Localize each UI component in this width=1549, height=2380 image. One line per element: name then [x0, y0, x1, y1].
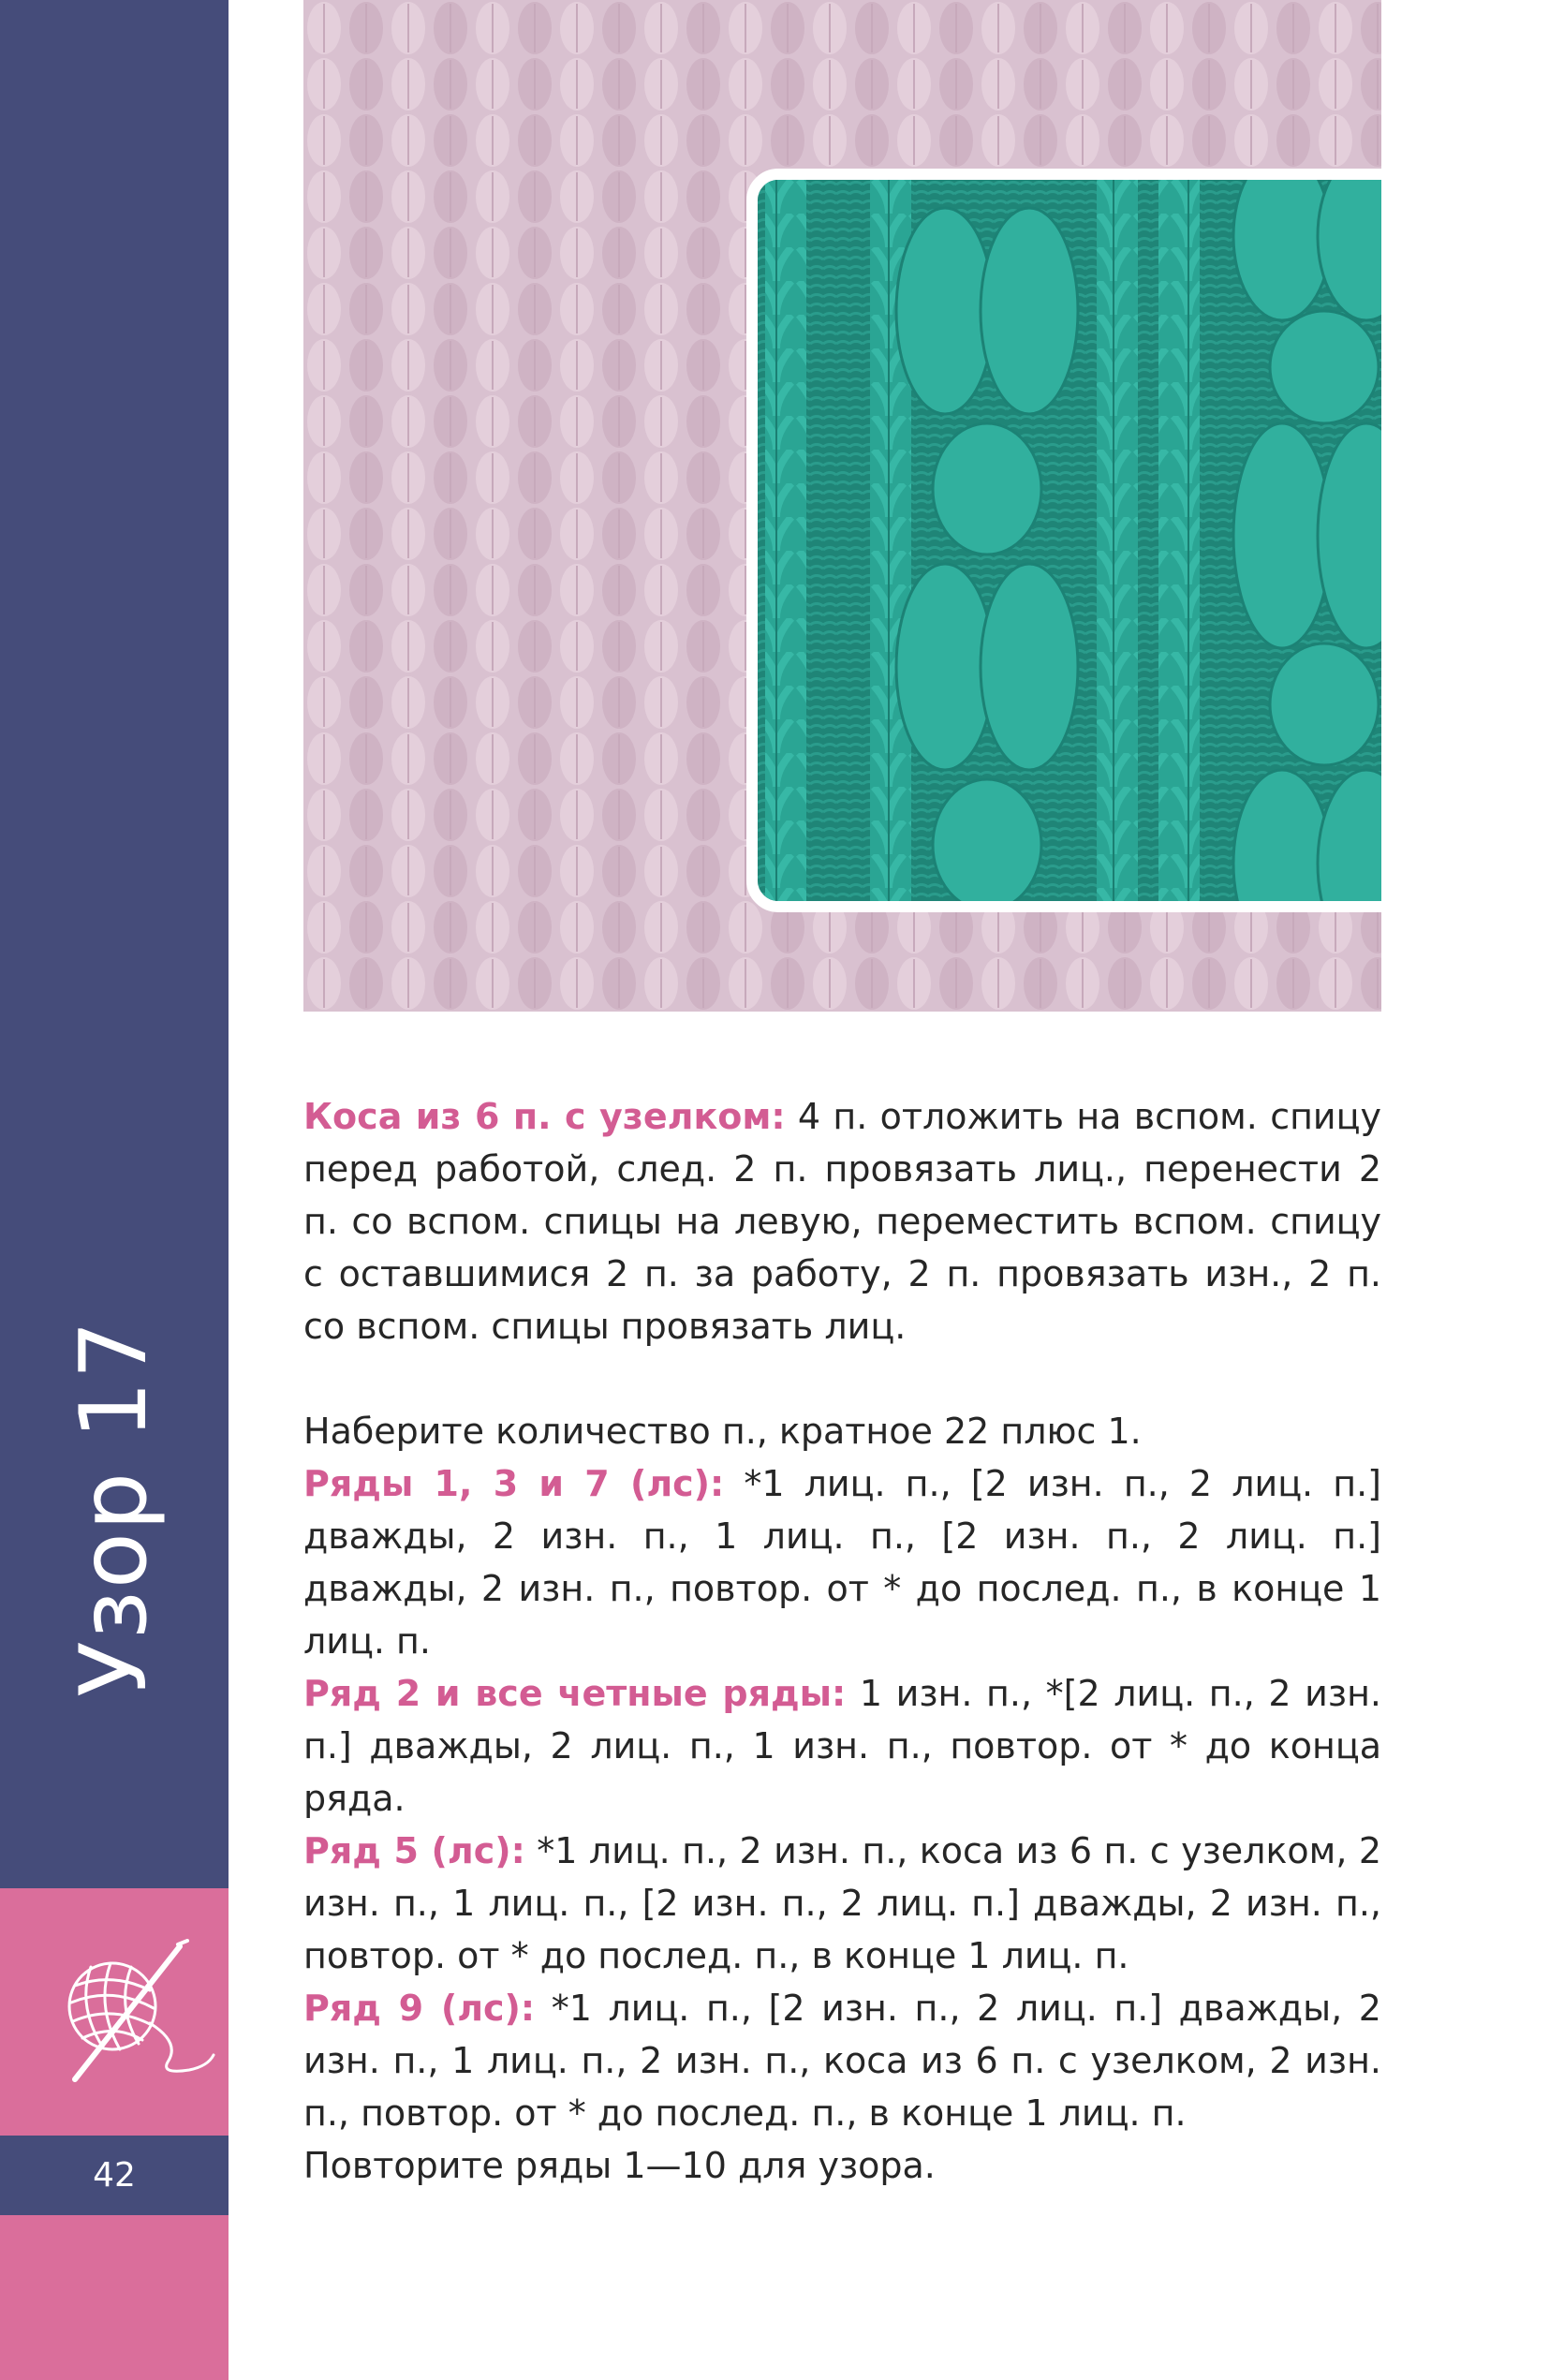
row-label: Ряд 9 (лс):	[303, 1988, 536, 2029]
row-instruction	[303, 1667, 1381, 1825]
row-label: Ряды 1, 3 и 7 (лс):	[303, 1463, 725, 1504]
cable-definition	[303, 1090, 1381, 1353]
row-text: 1 изн. п., *[2 лиц. п., 2 изн. п.] дважды, 2 лиц. п., 1 изн. п., повтор. от * до конца ряда.	[303, 1673, 1382, 1819]
row-instruction	[303, 1982, 1381, 2139]
closing-line: Повторите ряды 1—10 для узора.	[303, 2145, 936, 2186]
instructions-text	[303, 1090, 1381, 2192]
cast-on-line: Наберите количество п., кратное 22 плюс 1.	[303, 1411, 1142, 1452]
cable-pattern-illustration	[758, 180, 1381, 901]
page-number: 42	[93, 2156, 136, 2195]
paragraph-gap	[303, 1353, 1381, 1405]
sidebar-bottom-panel	[0, 2215, 229, 2380]
yarn-ball-crochet-hook-icon	[49, 1939, 217, 2089]
cable-definition-label: Коса из 6 п. с узелком:	[303, 1096, 786, 1137]
pattern-title: Узор 17	[61, 1319, 168, 1697]
teal-cable-swatch-photo	[746, 169, 1381, 912]
row-label: Ряд 2 и все четные ряды:	[303, 1673, 847, 1714]
cable-definition-text: 4 п. отложить на вспом. спицу перед работой, след. 2 п. провязать лиц., перенести 2 п. со вспом. спицы на левую, переместить вспом. спицу с оставшимися 2 п. за работу, 2 п. провязать изн., 2 п. со вспом. спицы провязать лиц.	[303, 1096, 1381, 1347]
row-text: *1 лиц. п., [2 изн. п., 2 лиц. п.] дважды, 2 изн. п., 1 лиц. п., [2 изн. п., 2 лиц. п.] дважды, 2 изн. п., повтор. от * до послед. п., в конце 1 лиц. п.	[303, 1463, 1381, 1662]
row-label: Ряд 5 (лс):	[303, 1830, 525, 1871]
row-instruction	[303, 1457, 1381, 1667]
row-text: *1 лиц. п., 2 изн. п., коса из 6 п. с узелком, 2 изн. п., 1 лиц. п., [2 изн. п., 2 лиц. п.] дважды, 2 изн. п., повтор. от * до послед. п., в конце 1 лиц. п.	[303, 1830, 1381, 1976]
row-text: *1 лиц. п., [2 изн. п., 2 лиц. п.] дважды, 2 изн. п., 1 лиц. п., 2 изн. п., коса из 6 п. с узелком, 2 изн. п., повтор. от * до послед. п., в конце 1 лиц. п.	[303, 1988, 1381, 2134]
knit-background-photo	[303, 0, 1381, 1012]
row-instruction	[303, 1825, 1381, 1982]
